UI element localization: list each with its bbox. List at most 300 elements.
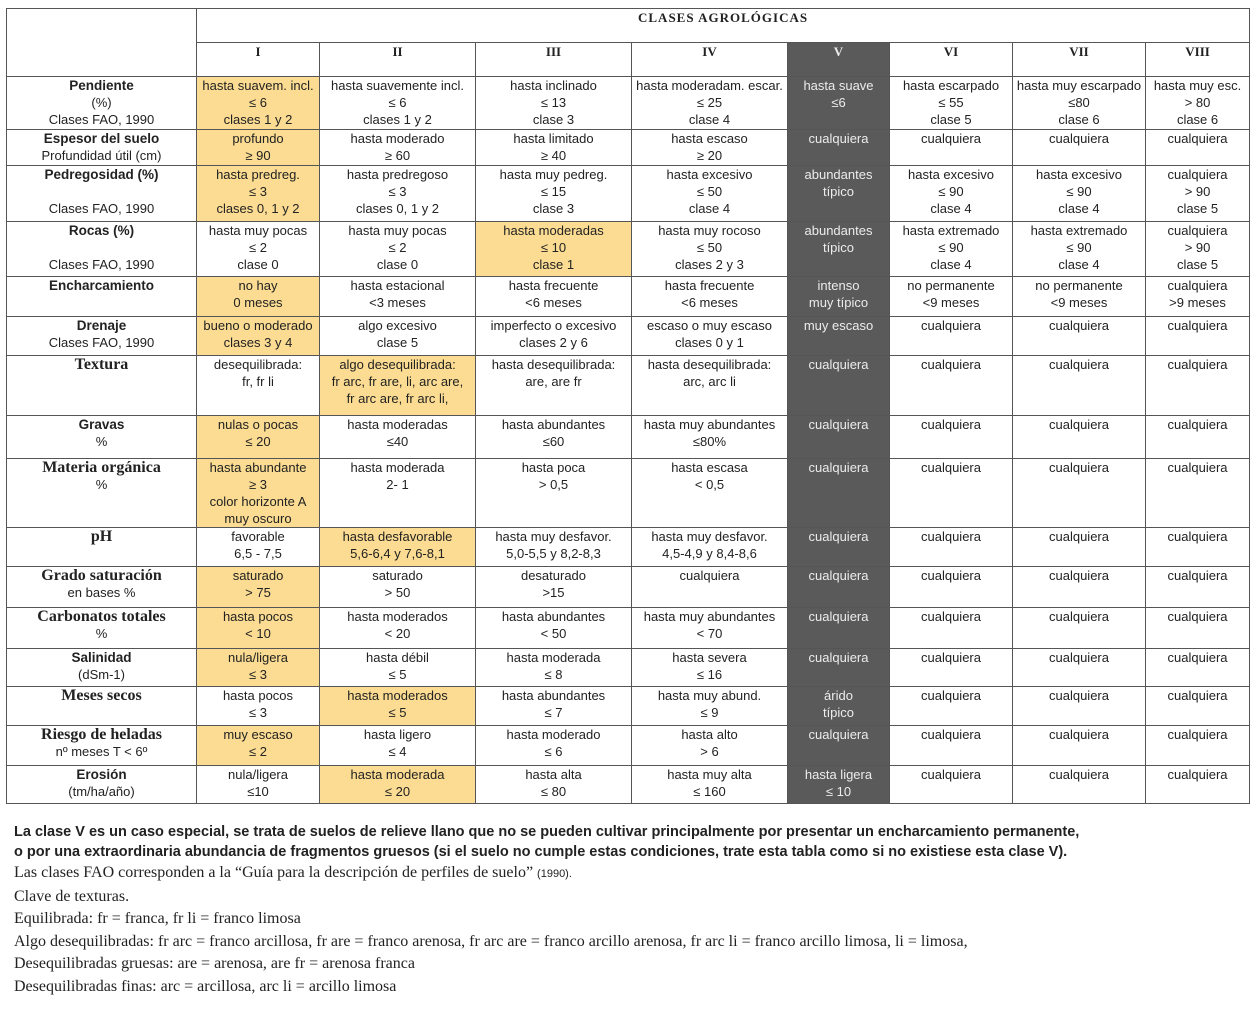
cell-value: algo desequilibrada: [339,357,456,372]
row-label-title: Encharcamiento [48,278,155,293]
cell-value: cualquiera [1167,278,1228,293]
cell-riesgo-heladas-class-iv [632,726,788,766]
cell-value: ≥ 3 [249,477,267,492]
cell-value: 5,6-6,4 y 7,6-8,1 [350,546,445,561]
cell-value: > 6 [700,744,719,759]
cell-drenaje-class-vii [1013,317,1146,356]
cell-value: hasta extremado [902,223,1000,238]
cell-value: hasta excesivo [666,167,753,182]
table-row-salinidad [7,649,1250,687]
cell-value: hasta inclinado [510,78,597,93]
class-v-note-line-2: o por una extraordinaria abundancia de fragmentos gruesos (si el suelo no cumple estas condiciones, trate esta tabla como si no existiese esta clase V). [14,844,1068,860]
cell-value: hasta desfavorable [342,529,453,544]
cell-value: ≤ 8 [544,667,563,682]
cell-carbonatos-class-ii [320,608,476,649]
cell-value: <6 meses [681,295,738,310]
cell-textura-class-vi [890,356,1013,416]
cell-salinidad-class-v [788,649,890,687]
row-label-title: Textura [74,356,129,373]
cell-value: saturado [372,568,423,583]
cell-value: hasta moderada [350,767,445,782]
row-label-pedregosidad [7,166,197,222]
cell-value: clases 3 y 4 [223,335,293,350]
cell-ph-class-ii [320,528,476,567]
class-header-iii: III [476,43,632,77]
cell-value: ≥ 90 [245,148,271,163]
cell-meses-secos-class-viii [1146,687,1250,726]
texture-key-algo-desequilibradas: Algo desequilibradas: fr arc = franco arcillosa, fr are = franco arenosa, fr arc are = franco arcillo arenosa, fr arc li = franco arcillo limosa, li = limosa, [14,932,968,950]
cell-carbonatos-class-iii [476,608,632,649]
cell-value: clase 3 [532,112,575,127]
cell-encharcamiento-class-v [788,277,890,317]
cell-value: hasta ligero [363,727,432,742]
cell-value: arc, arc li [683,374,736,389]
row-label-title: Materia orgánica [42,459,161,476]
cell-value: ≤ 16 [696,667,723,682]
cell-value: ≤ 20 [245,434,271,449]
class-header-vi: VI [890,43,1013,77]
cell-value: cualquiera [921,688,981,703]
cell-drenaje-class-iii [476,317,632,356]
cell-pedregosidad-class-iv [632,166,788,222]
row-label-subtitle: Profundidad útil (cm) [41,148,162,163]
cell-value: ≤6 [831,95,846,110]
table-row-grado-saturacion [7,567,1250,608]
cell-value: no hay [238,278,278,293]
footnotes [14,822,1250,998]
cell-value: hasta muy alta [667,767,752,782]
cell-value: cualquiera [808,460,869,475]
cell-value: cualquiera [921,529,981,544]
cell-materia-organica-class-ii [320,459,476,528]
table-row-textura [7,356,1250,416]
cell-value: hasta severa [672,650,747,665]
cell-value: hasta alta [525,767,582,782]
cell-erosion-class-vi [890,766,1013,804]
row-label-subtitle: (tm/ha/año) [68,784,135,799]
cell-ph-class-i [197,528,320,567]
table-row-ph [7,528,1250,567]
row-label-ph [7,528,197,567]
row-label-subtitle: (%) [91,95,112,110]
cell-value: cualquiera [1167,223,1228,238]
row-label-subtitle [9,239,194,256]
cell-value: < 70 [696,626,723,641]
agrological-classes-table [6,8,1250,804]
row-label-materia-organica [7,459,197,528]
cell-drenaje-class-i [197,317,320,356]
cell-value: hasta pocos [222,688,294,703]
table-row-drenaje [7,317,1250,356]
cell-drenaje-class-viii [1146,317,1250,356]
cell-erosion-class-ii [320,766,476,804]
cell-rocas-class-ii [320,222,476,277]
cell-value: cualquiera [1167,767,1228,782]
cell-espesor-suelo-class-vi [890,130,1013,166]
cell-value: ≤ 13 [540,95,567,110]
cell-value: cualquiera [1049,529,1109,544]
cell-value: hasta abundantes [501,609,606,624]
cell-gravas-class-iv [632,416,788,459]
cell-value: cualquiera [1167,609,1228,624]
cell-value: hasta poca [521,460,586,475]
cell-value: cualquiera [921,609,981,624]
cell-textura-class-vii [1013,356,1146,416]
cell-meses-secos-class-i [197,687,320,726]
cell-value: <9 meses [922,295,980,310]
cell-value: hasta muy abundantes [643,417,776,432]
cell-materia-organica-class-iv [632,459,788,528]
row-label-pendiente [7,77,197,130]
class-header-v: V [788,43,890,77]
table-row-espesor-suelo [7,130,1250,166]
cell-value: clase 4 [688,201,731,216]
cell-value: ≤ 2 [249,240,267,255]
cell-value: ≤ 4 [388,744,407,759]
cell-value: profundo [232,131,284,146]
cell-value: cualquiera [921,318,981,333]
table-row-materia-organica [7,459,1250,528]
cell-value: 5,0-5,5 y 8,2-8,3 [506,546,601,561]
cell-value: hasta abundantes [501,417,606,432]
cell-ph-class-v [788,528,890,567]
cell-rocas-class-iv [632,222,788,277]
cell-value: hasta desequilibrada: [647,357,772,372]
fao-note [14,862,1250,886]
cell-encharcamiento-class-vi [890,277,1013,317]
texture-key-equilibrada: Equilibrada: fr = franca, fr li = franco limosa [14,910,301,927]
class-header-i: I [197,43,320,77]
row-label-carbonatos [7,608,197,649]
cell-espesor-suelo-class-vii [1013,130,1146,166]
cell-value: clase 0 [237,257,279,272]
row-label-salinidad [7,649,197,687]
cell-riesgo-heladas-class-viii [1146,726,1250,766]
cell-value: >15 [542,585,565,600]
cell-value: > 75 [245,585,271,600]
row-label-subtitle: Clases FAO, 1990 [48,201,155,216]
cell-value: ≤ 160 [693,784,726,799]
cell-espesor-suelo-class-v [788,130,890,166]
cell-ph-class-viii [1146,528,1250,567]
cell-value: hasta frecuente [664,278,755,293]
cell-value: hasta ligera [804,767,873,782]
cell-value: cualquiera [1167,131,1228,146]
cell-value: nula/ligera [228,650,288,665]
cell-value: ≤ 90 [1066,184,1092,199]
row-label-subtitle [9,183,194,200]
cell-value: clase 5 [1176,201,1219,216]
cell-value: clases 1 y 2 [223,112,293,127]
cell-pedregosidad-class-i [197,166,320,222]
cell-materia-organica-class-vi [890,459,1013,528]
cell-value: 4,5-4,9 y 8,4-8,6 [662,546,757,561]
cell-gravas-class-iii [476,416,632,459]
cell-value: cualquiera [1049,131,1109,146]
table-title: CLASES AGROLÓGICAS [197,9,1250,43]
cell-value: ≤ 2 [249,744,267,759]
cell-value: intenso [817,278,860,293]
table-row-riesgo-heladas [7,726,1250,766]
cell-pendiente-class-iv [632,77,788,130]
cell-value: ≤ 15 [540,184,567,199]
table-row-pendiente [7,77,1250,130]
cell-value: cualquiera [1049,417,1109,432]
cell-value: cualquiera [808,568,869,583]
cell-value: típico [822,705,855,720]
cell-value: ≤60 [542,434,565,449]
cell-materia-organica-class-i [197,459,320,528]
cell-grado-saturacion-class-vi [890,567,1013,608]
cell-value: ≤ 5 [388,667,407,682]
cell-value: muy oscuro [224,511,292,526]
row-label-title: Grado saturación [41,567,162,584]
cell-riesgo-heladas-class-ii [320,726,476,766]
cell-salinidad-class-vi [890,649,1013,687]
cell-value: hasta muy abund. [657,688,762,703]
row-label-subtitle: Clases FAO, 1990 [48,335,155,350]
cell-value: ≤ 9 [700,705,719,720]
cell-value: > 90 [1184,240,1211,255]
cell-meses-secos-class-v [788,687,890,726]
cell-value: hasta suavem. incl. [202,78,314,93]
cell-value: clases 1 y 2 [363,112,432,127]
cell-meses-secos-class-vi [890,687,1013,726]
cell-value: hasta limitado [513,131,594,146]
cell-pendiente-class-v [788,77,890,130]
cell-value: clase 4 [1058,201,1100,216]
cell-grado-saturacion-class-i [197,567,320,608]
cell-value: hasta excesivo [1036,167,1122,182]
cell-value: cualquiera [1167,357,1228,372]
cell-espesor-suelo-class-iv [632,130,788,166]
cell-value: hasta desequilibrada: [491,357,616,372]
cell-value: color horizonte A [209,494,307,509]
cell-value: hasta muy desfavor. [651,529,768,544]
cell-value: hasta débil [366,650,429,665]
cell-value: <6 meses [525,295,582,310]
cell-value: ≤ 55 [938,95,964,110]
row-label-subtitle: en bases % [67,585,136,600]
cell-value: cualquiera [1049,688,1109,703]
cell-encharcamiento-class-i [197,277,320,317]
cell-value: < 50 [540,626,567,641]
cell-gravas-class-viii [1146,416,1250,459]
cell-encharcamiento-class-iii [476,277,632,317]
cell-value: cualquiera [808,727,869,742]
cell-value: clase 6 [1058,112,1100,127]
cell-salinidad-class-ii [320,649,476,687]
cell-salinidad-class-vii [1013,649,1146,687]
table-row-meses-secos [7,687,1250,726]
row-label-encharcamiento [7,277,197,317]
cell-value: no permanente [1035,278,1123,293]
cell-value: hasta extremado [1030,223,1128,238]
cell-value: ≤ 20 [384,784,411,799]
cell-value: ≤80% [692,434,727,449]
cell-value: muy típico [808,295,869,310]
cell-value: are, are fr [525,374,582,389]
cell-value: hasta muy esc. [1153,78,1242,93]
cell-value: cualquiera [1049,767,1109,782]
cell-value: cualquiera [808,131,869,146]
row-label-title: Gravas [78,417,125,432]
cell-carbonatos-class-iv [632,608,788,649]
cell-value: hasta escaso [671,131,748,146]
cell-value: clase 5 [1176,257,1219,272]
cell-rocas-class-iii [476,222,632,277]
cell-value: hasta predregoso [346,167,449,182]
cell-value: cualquiera [921,357,981,372]
cell-value: clases 0 y 1 [675,335,744,350]
cell-meses-secos-class-vii [1013,687,1146,726]
cell-rocas-class-v [788,222,890,277]
cell-value: cualquiera [1167,318,1228,333]
cell-espesor-suelo-class-ii [320,130,476,166]
row-label-subtitle: % [95,626,108,641]
cell-value: cualquiera [679,568,740,583]
row-label-title: Erosión [76,767,127,782]
cell-drenaje-class-iv [632,317,788,356]
cell-value: clase 5 [930,112,972,127]
cell-value: hasta suavemente incl. [331,78,464,93]
cell-value: ≤ 6 [544,744,563,759]
cell-value: clase 6 [1176,112,1219,127]
cell-value: >9 meses [1169,295,1226,310]
class-header-iv: IV [632,43,788,77]
cell-value: hasta pocos [222,609,294,624]
cell-value: ≤ 6 [249,95,267,110]
cell-value: hasta moderados [347,688,448,703]
row-label-title: Drenaje [76,318,127,333]
row-label-gravas [7,416,197,459]
cell-value: cualquiera [1167,417,1228,432]
cell-value: ≥ 20 [696,148,723,163]
cell-value: clase 4 [688,112,731,127]
cell-erosion-class-vii [1013,766,1146,804]
row-label-riesgo-heladas [7,726,197,766]
cell-value: cualquiera [1049,357,1109,372]
row-label-title: Riesgo de heladas [41,726,162,743]
table-row-carbonatos [7,608,1250,649]
table-row-pedregosidad [7,166,1250,222]
cell-value: hasta moderado [350,131,445,146]
cell-value: hasta escasa [671,460,748,475]
cell-carbonatos-class-vi [890,608,1013,649]
cell-value: ≥ 60 [384,148,411,163]
cell-value: saturado [232,568,284,583]
row-label-textura [7,356,197,416]
cell-espesor-suelo-class-viii [1146,130,1250,166]
cell-value: clase 3 [532,201,575,216]
cell-drenaje-class-ii [320,317,476,356]
cell-meses-secos-class-iii [476,687,632,726]
cell-value: > 0,5 [538,477,569,492]
cell-value: ≤ 3 [249,184,267,199]
cell-value: clases 0, 1 y 2 [216,201,300,216]
cell-value: fr arc are, fr arc li, [346,391,449,406]
cell-riesgo-heladas-class-vii [1013,726,1146,766]
cell-value: clase 1 [532,257,575,272]
cell-drenaje-class-v [788,317,890,356]
cell-value: clase 4 [1058,257,1100,272]
cell-value: hasta muy pedreg. [499,167,608,182]
cell-pedregosidad-class-viii [1146,166,1250,222]
row-label-meses-secos [7,687,197,726]
cell-value: cualquiera [1049,650,1109,665]
cell-value: fr, fr li [242,374,274,389]
cell-value: cualquiera [921,727,981,742]
cell-value: hasta muy desfavor. [495,529,612,544]
cell-value: cualquiera [921,460,981,475]
cell-rocas-class-vi [890,222,1013,277]
cell-riesgo-heladas-class-v [788,726,890,766]
cell-rocas-class-vii [1013,222,1146,277]
cell-meses-secos-class-iv [632,687,788,726]
cell-value: ≤ 25 [696,95,723,110]
cell-materia-organica-class-v [788,459,890,528]
cell-value: hasta frecuente [508,278,599,293]
cell-value: hasta muy pocas [208,223,308,238]
class-v-note-line-1: La clase V es un caso especial, se trata de suelos de relieve llano que no se pueden cultivar principalmente por presentar un encharcamiento permanente, [14,824,1080,840]
corner-cell [7,9,197,77]
cell-value: ≤ 10 [540,240,567,255]
cell-value: hasta excesivo [908,167,994,182]
cell-materia-organica-class-iii [476,459,632,528]
fao-note-year: (1990). [537,868,572,880]
row-label-subtitle: % [95,434,108,449]
cell-value: muy escaso [223,727,293,742]
cell-espesor-suelo-class-iii [476,130,632,166]
cell-textura-class-viii [1146,356,1250,416]
cell-encharcamiento-class-viii [1146,277,1250,317]
cell-salinidad-class-viii [1146,649,1250,687]
cell-value: ≤ 90 [938,184,964,199]
cell-textura-class-iv [632,356,788,416]
cell-value: ≤ 50 [696,184,723,199]
cell-value: no permanente [907,278,995,293]
cell-carbonatos-class-i [197,608,320,649]
cell-encharcamiento-class-vii [1013,277,1146,317]
cell-value: hasta muy rocoso [658,223,761,238]
cell-grado-saturacion-class-vii [1013,567,1146,608]
cell-value: 6,5 - 7,5 [234,546,282,561]
cell-value: ≥ 40 [540,148,567,163]
cell-riesgo-heladas-class-iii [476,726,632,766]
cell-erosion-class-viii [1146,766,1250,804]
cell-ph-class-vi [890,528,1013,567]
cell-value: 0 meses [233,295,283,310]
cell-value: clases 2 y 3 [675,257,744,272]
row-label-title: Meses secos [61,687,142,704]
fao-note-text: Las clases FAO corresponden a la “Guía para la descripción de perfiles de suelo” [14,864,534,881]
cell-grado-saturacion-class-v [788,567,890,608]
cell-gravas-class-v [788,416,890,459]
row-label-title: Carbonatos totales [37,608,166,625]
class-header-vii: VII [1013,43,1146,77]
row-label-subtitle: % [95,477,108,492]
cell-value: < 20 [384,626,411,641]
cell-value: típico [822,240,855,255]
texture-key-desequilibradas-gruesas: Desequilibradas gruesas: are = arenosa, are fr = arenosa franca [14,955,415,972]
cell-value: hasta muy escarpado [1016,78,1142,93]
row-label-subtitle: nº meses T < 6º [55,744,148,759]
cell-value: clase 4 [930,257,972,272]
cell-value: cualquiera [1167,167,1228,182]
row-label-title: Rocas (%) [68,223,135,238]
cell-value: hasta moderados [347,609,448,624]
cell-grado-saturacion-class-iii [476,567,632,608]
